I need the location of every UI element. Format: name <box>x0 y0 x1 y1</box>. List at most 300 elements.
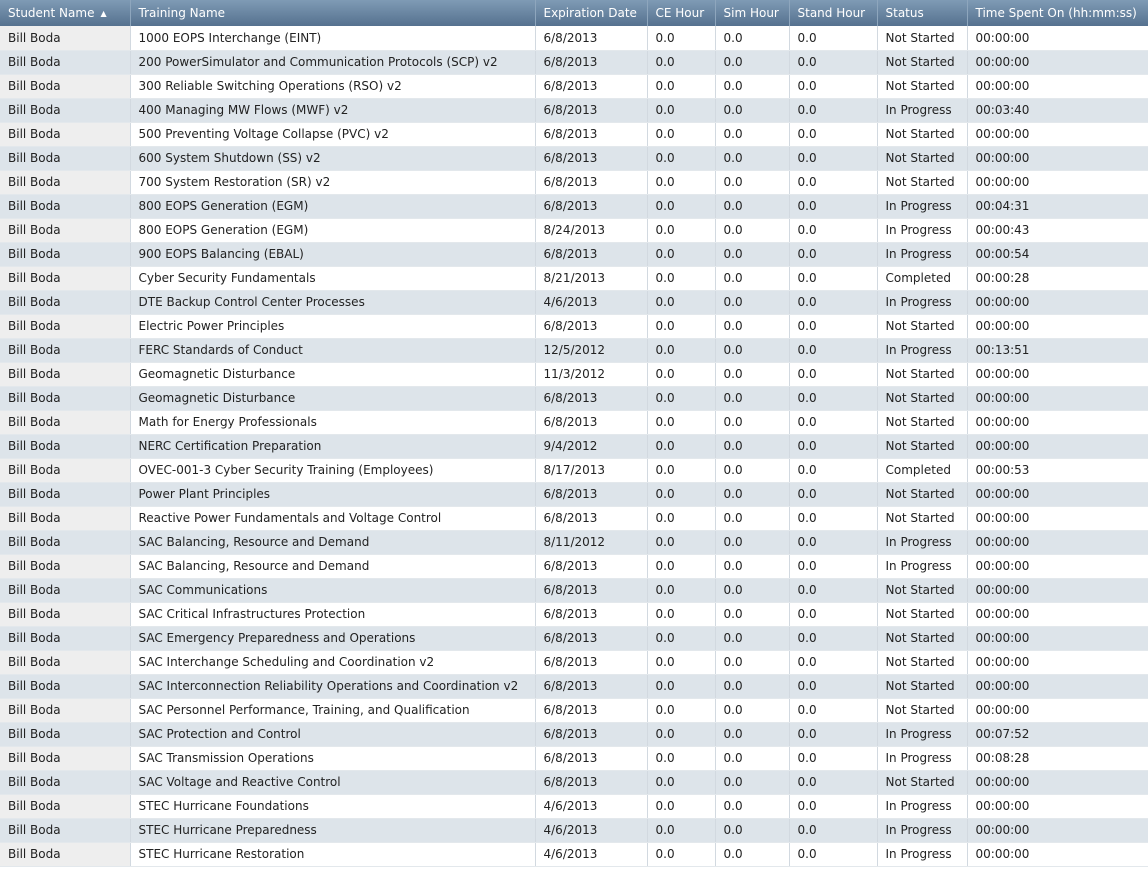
status-cell[interactable]: In Progress <box>877 842 967 866</box>
training-name-cell[interactable]: Geomagnetic Disturbance <box>130 386 535 410</box>
training-name-cell[interactable]: Math for Energy Professionals <box>130 410 535 434</box>
student-name-cell[interactable]: Bill Boda <box>0 290 130 314</box>
status-cell[interactable]: Not Started <box>877 362 967 386</box>
training-name-cell[interactable]: STEC Hurricane Foundations <box>130 794 535 818</box>
stand-hour-cell[interactable]: 0.0 <box>789 794 877 818</box>
header-training-name[interactable]: Training Name <box>130 0 535 26</box>
student-name-cell[interactable]: Bill Boda <box>0 458 130 482</box>
training-name-cell[interactable]: SAC Personnel Performance, Training, and Qualification <box>130 698 535 722</box>
time-spent-cell[interactable]: 00:00:00 <box>967 410 1148 434</box>
student-name-cell[interactable]: Bill Boda <box>0 698 130 722</box>
expiration-date-cell[interactable]: 6/8/2013 <box>535 674 647 698</box>
table-row[interactable] <box>0 626 1148 650</box>
ce-hour-cell[interactable]: 0.0 <box>647 746 715 770</box>
ce-hour-cell[interactable]: 0.0 <box>647 554 715 578</box>
time-spent-cell[interactable]: 00:00:53 <box>967 458 1148 482</box>
table-row[interactable] <box>0 194 1148 218</box>
training-name-cell[interactable]: SAC Voltage and Reactive Control <box>130 770 535 794</box>
sim-hour-cell[interactable]: 0.0 <box>715 650 789 674</box>
expiration-date-cell[interactable]: 6/8/2013 <box>535 146 647 170</box>
table-row[interactable] <box>0 770 1148 794</box>
training-name-cell[interactable]: 800 EOPS Generation (EGM) <box>130 194 535 218</box>
expiration-date-cell[interactable]: 6/8/2013 <box>535 98 647 122</box>
status-cell[interactable]: Not Started <box>877 146 967 170</box>
sim-hour-cell[interactable]: 0.0 <box>715 362 789 386</box>
table-row[interactable] <box>0 50 1148 74</box>
expiration-date-cell[interactable]: 8/11/2012 <box>535 530 647 554</box>
table-row[interactable] <box>0 842 1148 866</box>
status-cell[interactable]: Not Started <box>877 506 967 530</box>
table-row[interactable] <box>0 482 1148 506</box>
sim-hour-cell[interactable]: 0.0 <box>715 50 789 74</box>
stand-hour-cell[interactable]: 0.0 <box>789 26 877 50</box>
sim-hour-cell[interactable]: 0.0 <box>715 722 789 746</box>
status-cell[interactable]: Not Started <box>877 770 967 794</box>
header-student-name[interactable]: Student Name ▲ <box>0 0 130 26</box>
student-name-cell[interactable]: Bill Boda <box>0 602 130 626</box>
training-name-cell[interactable]: SAC Interconnection Reliability Operations and Coordination v2 <box>130 674 535 698</box>
training-name-cell[interactable]: SAC Interchange Scheduling and Coordination v2 <box>130 650 535 674</box>
student-name-cell[interactable]: Bill Boda <box>0 98 130 122</box>
stand-hour-cell[interactable]: 0.0 <box>789 722 877 746</box>
ce-hour-cell[interactable]: 0.0 <box>647 290 715 314</box>
time-spent-cell[interactable]: 00:04:31 <box>967 194 1148 218</box>
expiration-date-cell[interactable]: 8/17/2013 <box>535 458 647 482</box>
training-name-cell[interactable]: 900 EOPS Balancing (EBAL) <box>130 242 535 266</box>
student-name-cell[interactable]: Bill Boda <box>0 578 130 602</box>
stand-hour-cell[interactable]: 0.0 <box>789 74 877 98</box>
sim-hour-cell[interactable]: 0.0 <box>715 434 789 458</box>
sim-hour-cell[interactable]: 0.0 <box>715 554 789 578</box>
sim-hour-cell[interactable]: 0.0 <box>715 74 789 98</box>
status-cell[interactable]: In Progress <box>877 242 967 266</box>
expiration-date-cell[interactable]: 6/8/2013 <box>535 506 647 530</box>
table-row[interactable] <box>0 170 1148 194</box>
training-name-cell[interactable]: Reactive Power Fundamentals and Voltage Control <box>130 506 535 530</box>
ce-hour-cell[interactable]: 0.0 <box>647 266 715 290</box>
status-cell[interactable]: In Progress <box>877 554 967 578</box>
sim-hour-cell[interactable]: 0.0 <box>715 794 789 818</box>
stand-hour-cell[interactable]: 0.0 <box>789 338 877 362</box>
sim-hour-cell[interactable]: 0.0 <box>715 290 789 314</box>
expiration-date-cell[interactable]: 6/8/2013 <box>535 50 647 74</box>
expiration-date-cell[interactable]: 11/3/2012 <box>535 362 647 386</box>
expiration-date-cell[interactable]: 8/21/2013 <box>535 266 647 290</box>
status-cell[interactable]: Not Started <box>877 602 967 626</box>
table-row[interactable] <box>0 602 1148 626</box>
status-cell[interactable]: In Progress <box>877 794 967 818</box>
expiration-date-cell[interactable]: 6/8/2013 <box>535 746 647 770</box>
stand-hour-cell[interactable]: 0.0 <box>789 170 877 194</box>
student-name-cell[interactable]: Bill Boda <box>0 842 130 866</box>
status-cell[interactable]: Not Started <box>877 386 967 410</box>
stand-hour-cell[interactable]: 0.0 <box>789 314 877 338</box>
stand-hour-cell[interactable]: 0.0 <box>789 218 877 242</box>
status-cell[interactable]: Not Started <box>877 482 967 506</box>
time-spent-cell[interactable]: 00:00:00 <box>967 842 1148 866</box>
time-spent-cell[interactable]: 00:08:28 <box>967 746 1148 770</box>
stand-hour-cell[interactable]: 0.0 <box>789 482 877 506</box>
table-row[interactable] <box>0 530 1148 554</box>
stand-hour-cell[interactable]: 0.0 <box>789 770 877 794</box>
training-name-cell[interactable]: DTE Backup Control Center Processes <box>130 290 535 314</box>
stand-hour-cell[interactable]: 0.0 <box>789 602 877 626</box>
student-name-cell[interactable]: Bill Boda <box>0 122 130 146</box>
table-row[interactable] <box>0 722 1148 746</box>
student-name-cell[interactable]: Bill Boda <box>0 650 130 674</box>
ce-hour-cell[interactable]: 0.0 <box>647 482 715 506</box>
stand-hour-cell[interactable]: 0.0 <box>789 818 877 842</box>
stand-hour-cell[interactable]: 0.0 <box>789 698 877 722</box>
ce-hour-cell[interactable]: 0.0 <box>647 818 715 842</box>
time-spent-cell[interactable]: 00:00:00 <box>967 602 1148 626</box>
time-spent-cell[interactable]: 00:00:00 <box>967 50 1148 74</box>
expiration-date-cell[interactable]: 6/8/2013 <box>535 602 647 626</box>
student-name-cell[interactable]: Bill Boda <box>0 218 130 242</box>
table-row[interactable] <box>0 674 1148 698</box>
stand-hour-cell[interactable]: 0.0 <box>789 746 877 770</box>
time-spent-cell[interactable]: 00:03:40 <box>967 98 1148 122</box>
training-name-cell[interactable]: 800 EOPS Generation (EGM) <box>130 218 535 242</box>
training-name-cell[interactable]: SAC Protection and Control <box>130 722 535 746</box>
table-row[interactable] <box>0 746 1148 770</box>
ce-hour-cell[interactable]: 0.0 <box>647 602 715 626</box>
ce-hour-cell[interactable]: 0.0 <box>647 218 715 242</box>
sim-hour-cell[interactable]: 0.0 <box>715 458 789 482</box>
student-name-cell[interactable]: Bill Boda <box>0 50 130 74</box>
time-spent-cell[interactable]: 00:00:00 <box>967 386 1148 410</box>
training-name-cell[interactable]: SAC Balancing, Resource and Demand <box>130 554 535 578</box>
sim-hour-cell[interactable]: 0.0 <box>715 578 789 602</box>
sim-hour-cell[interactable]: 0.0 <box>715 602 789 626</box>
sim-hour-cell[interactable]: 0.0 <box>715 410 789 434</box>
ce-hour-cell[interactable]: 0.0 <box>647 650 715 674</box>
table-row[interactable] <box>0 26 1148 50</box>
training-name-cell[interactable]: 600 System Shutdown (SS) v2 <box>130 146 535 170</box>
student-name-cell[interactable]: Bill Boda <box>0 482 130 506</box>
status-cell[interactable]: In Progress <box>877 98 967 122</box>
ce-hour-cell[interactable]: 0.0 <box>647 386 715 410</box>
time-spent-cell[interactable]: 00:00:00 <box>967 794 1148 818</box>
sim-hour-cell[interactable]: 0.0 <box>715 770 789 794</box>
training-name-cell[interactable]: STEC Hurricane Preparedness <box>130 818 535 842</box>
stand-hour-cell[interactable]: 0.0 <box>789 242 877 266</box>
student-name-cell[interactable]: Bill Boda <box>0 626 130 650</box>
time-spent-cell[interactable]: 00:00:00 <box>967 482 1148 506</box>
table-row[interactable] <box>0 434 1148 458</box>
table-row[interactable] <box>0 314 1148 338</box>
training-name-cell[interactable]: SAC Communications <box>130 578 535 602</box>
sim-hour-cell[interactable]: 0.0 <box>715 674 789 698</box>
time-spent-cell[interactable]: 00:00:00 <box>967 26 1148 50</box>
time-spent-cell[interactable]: 00:00:00 <box>967 626 1148 650</box>
student-name-cell[interactable]: Bill Boda <box>0 194 130 218</box>
header-time-spent[interactable]: Time Spent On (hh:mm:ss) <box>967 0 1148 26</box>
sim-hour-cell[interactable]: 0.0 <box>715 626 789 650</box>
table-row[interactable] <box>0 458 1148 482</box>
ce-hour-cell[interactable]: 0.0 <box>647 362 715 386</box>
ce-hour-cell[interactable]: 0.0 <box>647 74 715 98</box>
status-cell[interactable]: Not Started <box>877 578 967 602</box>
status-cell[interactable]: Not Started <box>877 314 967 338</box>
sim-hour-cell[interactable]: 0.0 <box>715 842 789 866</box>
student-name-cell[interactable]: Bill Boda <box>0 554 130 578</box>
stand-hour-cell[interactable]: 0.0 <box>789 842 877 866</box>
stand-hour-cell[interactable]: 0.0 <box>789 626 877 650</box>
sim-hour-cell[interactable]: 0.0 <box>715 122 789 146</box>
time-spent-cell[interactable]: 00:00:00 <box>967 554 1148 578</box>
training-name-cell[interactable]: SAC Balancing, Resource and Demand <box>130 530 535 554</box>
training-name-cell[interactable]: SAC Emergency Preparedness and Operations <box>130 626 535 650</box>
expiration-date-cell[interactable]: 4/6/2013 <box>535 842 647 866</box>
ce-hour-cell[interactable]: 0.0 <box>647 698 715 722</box>
ce-hour-cell[interactable]: 0.0 <box>647 98 715 122</box>
time-spent-cell[interactable]: 00:00:00 <box>967 770 1148 794</box>
status-cell[interactable]: In Progress <box>877 818 967 842</box>
stand-hour-cell[interactable]: 0.0 <box>789 362 877 386</box>
student-name-cell[interactable]: Bill Boda <box>0 242 130 266</box>
student-name-cell[interactable]: Bill Boda <box>0 770 130 794</box>
expiration-date-cell[interactable]: 6/8/2013 <box>535 122 647 146</box>
ce-hour-cell[interactable]: 0.0 <box>647 842 715 866</box>
time-spent-cell[interactable]: 00:00:00 <box>967 146 1148 170</box>
status-cell[interactable]: Not Started <box>877 170 967 194</box>
status-cell[interactable]: Not Started <box>877 650 967 674</box>
student-name-cell[interactable]: Bill Boda <box>0 170 130 194</box>
student-name-cell[interactable]: Bill Boda <box>0 386 130 410</box>
table-row[interactable] <box>0 290 1148 314</box>
expiration-date-cell[interactable]: 6/8/2013 <box>535 482 647 506</box>
header-sim-hour[interactable]: Sim Hour <box>715 0 789 26</box>
expiration-date-cell[interactable]: 9/4/2012 <box>535 434 647 458</box>
time-spent-cell[interactable]: 00:00:28 <box>967 266 1148 290</box>
time-spent-cell[interactable]: 00:00:00 <box>967 362 1148 386</box>
table-row[interactable] <box>0 266 1148 290</box>
table-row[interactable] <box>0 410 1148 434</box>
student-name-cell[interactable]: Bill Boda <box>0 506 130 530</box>
student-name-cell[interactable]: Bill Boda <box>0 74 130 98</box>
training-name-cell[interactable]: Cyber Security Fundamentals <box>130 266 535 290</box>
student-name-cell[interactable]: Bill Boda <box>0 794 130 818</box>
table-row[interactable] <box>0 242 1148 266</box>
training-name-cell[interactable]: 400 Managing MW Flows (MWF) v2 <box>130 98 535 122</box>
stand-hour-cell[interactable]: 0.0 <box>789 146 877 170</box>
time-spent-cell[interactable]: 00:00:00 <box>967 434 1148 458</box>
status-cell[interactable]: In Progress <box>877 722 967 746</box>
training-name-cell[interactable]: OVEC-001-3 Cyber Security Training (Employees) <box>130 458 535 482</box>
expiration-date-cell[interactable]: 8/24/2013 <box>535 218 647 242</box>
ce-hour-cell[interactable]: 0.0 <box>647 674 715 698</box>
ce-hour-cell[interactable]: 0.0 <box>647 194 715 218</box>
time-spent-cell[interactable]: 00:00:00 <box>967 530 1148 554</box>
table-row[interactable] <box>0 218 1148 242</box>
ce-hour-cell[interactable]: 0.0 <box>647 434 715 458</box>
table-row[interactable] <box>0 554 1148 578</box>
status-cell[interactable]: Not Started <box>877 698 967 722</box>
expiration-date-cell[interactable]: 6/8/2013 <box>535 314 647 338</box>
sim-hour-cell[interactable]: 0.0 <box>715 818 789 842</box>
stand-hour-cell[interactable]: 0.0 <box>789 122 877 146</box>
sim-hour-cell[interactable]: 0.0 <box>715 386 789 410</box>
table-row[interactable] <box>0 338 1148 362</box>
training-name-cell[interactable]: SAC Critical Infrastructures Protection <box>130 602 535 626</box>
time-spent-cell[interactable]: 00:00:00 <box>967 578 1148 602</box>
table-row[interactable] <box>0 98 1148 122</box>
training-name-cell[interactable]: Power Plant Principles <box>130 482 535 506</box>
header-expiration-date[interactable]: Expiration Date <box>535 0 647 26</box>
table-row[interactable] <box>0 650 1148 674</box>
stand-hour-cell[interactable]: 0.0 <box>789 458 877 482</box>
time-spent-cell[interactable]: 00:00:00 <box>967 74 1148 98</box>
ce-hour-cell[interactable]: 0.0 <box>647 626 715 650</box>
status-cell[interactable]: In Progress <box>877 290 967 314</box>
time-spent-cell[interactable]: 00:00:00 <box>967 122 1148 146</box>
training-name-cell[interactable]: NERC Certification Preparation <box>130 434 535 458</box>
student-name-cell[interactable]: Bill Boda <box>0 722 130 746</box>
table-row[interactable] <box>0 74 1148 98</box>
sim-hour-cell[interactable]: 0.0 <box>715 242 789 266</box>
stand-hour-cell[interactable]: 0.0 <box>789 506 877 530</box>
status-cell[interactable]: Not Started <box>877 410 967 434</box>
stand-hour-cell[interactable]: 0.0 <box>789 98 877 122</box>
student-name-cell[interactable]: Bill Boda <box>0 146 130 170</box>
table-row[interactable] <box>0 386 1148 410</box>
expiration-date-cell[interactable]: 6/8/2013 <box>535 626 647 650</box>
sim-hour-cell[interactable]: 0.0 <box>715 746 789 770</box>
training-name-cell[interactable]: 1000 EOPS Interchange (EINT) <box>130 26 535 50</box>
training-name-cell[interactable]: 500 Preventing Voltage Collapse (PVC) v2 <box>130 122 535 146</box>
status-cell[interactable]: Not Started <box>877 50 967 74</box>
student-name-cell[interactable]: Bill Boda <box>0 530 130 554</box>
status-cell[interactable]: Not Started <box>877 674 967 698</box>
training-name-cell[interactable]: STEC Hurricane Restoration <box>130 842 535 866</box>
ce-hour-cell[interactable]: 0.0 <box>647 242 715 266</box>
student-name-cell[interactable]: Bill Boda <box>0 434 130 458</box>
expiration-date-cell[interactable]: 4/6/2013 <box>535 818 647 842</box>
sim-hour-cell[interactable]: 0.0 <box>715 338 789 362</box>
expiration-date-cell[interactable]: 6/8/2013 <box>535 26 647 50</box>
status-cell[interactable]: Not Started <box>877 434 967 458</box>
status-cell[interactable]: Completed <box>877 266 967 290</box>
status-cell[interactable]: Not Started <box>877 26 967 50</box>
training-name-cell[interactable]: Electric Power Principles <box>130 314 535 338</box>
student-name-cell[interactable]: Bill Boda <box>0 674 130 698</box>
time-spent-cell[interactable]: 00:00:43 <box>967 218 1148 242</box>
ce-hour-cell[interactable]: 0.0 <box>647 794 715 818</box>
ce-hour-cell[interactable]: 0.0 <box>647 578 715 602</box>
ce-hour-cell[interactable]: 0.0 <box>647 770 715 794</box>
time-spent-cell[interactable]: 00:00:00 <box>967 674 1148 698</box>
ce-hour-cell[interactable]: 0.0 <box>647 338 715 362</box>
header-stand-hour[interactable]: Stand Hour <box>789 0 877 26</box>
status-cell[interactable]: Not Started <box>877 122 967 146</box>
expiration-date-cell[interactable]: 6/8/2013 <box>535 578 647 602</box>
expiration-date-cell[interactable]: 6/8/2013 <box>535 410 647 434</box>
sim-hour-cell[interactable]: 0.0 <box>715 146 789 170</box>
table-row[interactable] <box>0 578 1148 602</box>
expiration-date-cell[interactable]: 4/6/2013 <box>535 290 647 314</box>
table-row[interactable] <box>0 794 1148 818</box>
sim-hour-cell[interactable]: 0.0 <box>715 98 789 122</box>
header-status[interactable]: Status <box>877 0 967 26</box>
stand-hour-cell[interactable]: 0.0 <box>789 410 877 434</box>
table-row[interactable] <box>0 818 1148 842</box>
expiration-date-cell[interactable]: 6/8/2013 <box>535 242 647 266</box>
table-row[interactable] <box>0 698 1148 722</box>
stand-hour-cell[interactable]: 0.0 <box>789 674 877 698</box>
time-spent-cell[interactable]: 00:00:00 <box>967 818 1148 842</box>
stand-hour-cell[interactable]: 0.0 <box>789 554 877 578</box>
table-row[interactable] <box>0 362 1148 386</box>
ce-hour-cell[interactable]: 0.0 <box>647 170 715 194</box>
ce-hour-cell[interactable]: 0.0 <box>647 314 715 338</box>
time-spent-cell[interactable]: 00:00:00 <box>967 698 1148 722</box>
student-name-cell[interactable]: Bill Boda <box>0 362 130 386</box>
expiration-date-cell[interactable]: 6/8/2013 <box>535 722 647 746</box>
stand-hour-cell[interactable]: 0.0 <box>789 434 877 458</box>
training-name-cell[interactable]: SAC Transmission Operations <box>130 746 535 770</box>
stand-hour-cell[interactable]: 0.0 <box>789 386 877 410</box>
sim-hour-cell[interactable]: 0.0 <box>715 266 789 290</box>
header-ce-hour[interactable]: CE Hour <box>647 0 715 26</box>
stand-hour-cell[interactable]: 0.0 <box>789 194 877 218</box>
expiration-date-cell[interactable]: 6/8/2013 <box>535 770 647 794</box>
time-spent-cell[interactable]: 00:00:00 <box>967 650 1148 674</box>
ce-hour-cell[interactable]: 0.0 <box>647 458 715 482</box>
student-name-cell[interactable]: Bill Boda <box>0 266 130 290</box>
expiration-date-cell[interactable]: 6/8/2013 <box>535 386 647 410</box>
ce-hour-cell[interactable]: 0.0 <box>647 146 715 170</box>
student-name-cell[interactable]: Bill Boda <box>0 26 130 50</box>
time-spent-cell[interactable]: 00:00:00 <box>967 290 1148 314</box>
ce-hour-cell[interactable]: 0.0 <box>647 506 715 530</box>
table-row[interactable] <box>0 146 1148 170</box>
stand-hour-cell[interactable]: 0.0 <box>789 266 877 290</box>
sim-hour-cell[interactable]: 0.0 <box>715 26 789 50</box>
stand-hour-cell[interactable]: 0.0 <box>789 578 877 602</box>
sim-hour-cell[interactable]: 0.0 <box>715 194 789 218</box>
time-spent-cell[interactable]: 00:07:52 <box>967 722 1148 746</box>
time-spent-cell[interactable]: 00:00:00 <box>967 314 1148 338</box>
time-spent-cell[interactable]: 00:13:51 <box>967 338 1148 362</box>
ce-hour-cell[interactable]: 0.0 <box>647 410 715 434</box>
ce-hour-cell[interactable]: 0.0 <box>647 122 715 146</box>
expiration-date-cell[interactable]: 4/6/2013 <box>535 794 647 818</box>
status-cell[interactable]: Completed <box>877 458 967 482</box>
training-name-cell[interactable]: 200 PowerSimulator and Communication Protocols (SCP) v2 <box>130 50 535 74</box>
sim-hour-cell[interactable]: 0.0 <box>715 314 789 338</box>
sim-hour-cell[interactable]: 0.0 <box>715 506 789 530</box>
student-name-cell[interactable]: Bill Boda <box>0 818 130 842</box>
sim-hour-cell[interactable]: 0.0 <box>715 170 789 194</box>
training-name-cell[interactable]: Geomagnetic Disturbance <box>130 362 535 386</box>
status-cell[interactable]: Not Started <box>877 626 967 650</box>
expiration-date-cell[interactable]: 6/8/2013 <box>535 170 647 194</box>
expiration-date-cell[interactable]: 6/8/2013 <box>535 554 647 578</box>
training-name-cell[interactable]: 700 System Restoration (SR) v2 <box>130 170 535 194</box>
sim-hour-cell[interactable]: 0.0 <box>715 698 789 722</box>
table-row[interactable] <box>0 506 1148 530</box>
student-name-cell[interactable]: Bill Boda <box>0 314 130 338</box>
status-cell[interactable]: Not Started <box>877 74 967 98</box>
sim-hour-cell[interactable]: 0.0 <box>715 482 789 506</box>
time-spent-cell[interactable]: 00:00:00 <box>967 506 1148 530</box>
stand-hour-cell[interactable]: 0.0 <box>789 290 877 314</box>
stand-hour-cell[interactable]: 0.0 <box>789 650 877 674</box>
table-row[interactable] <box>0 122 1148 146</box>
ce-hour-cell[interactable]: 0.0 <box>647 26 715 50</box>
student-name-cell[interactable]: Bill Boda <box>0 338 130 362</box>
